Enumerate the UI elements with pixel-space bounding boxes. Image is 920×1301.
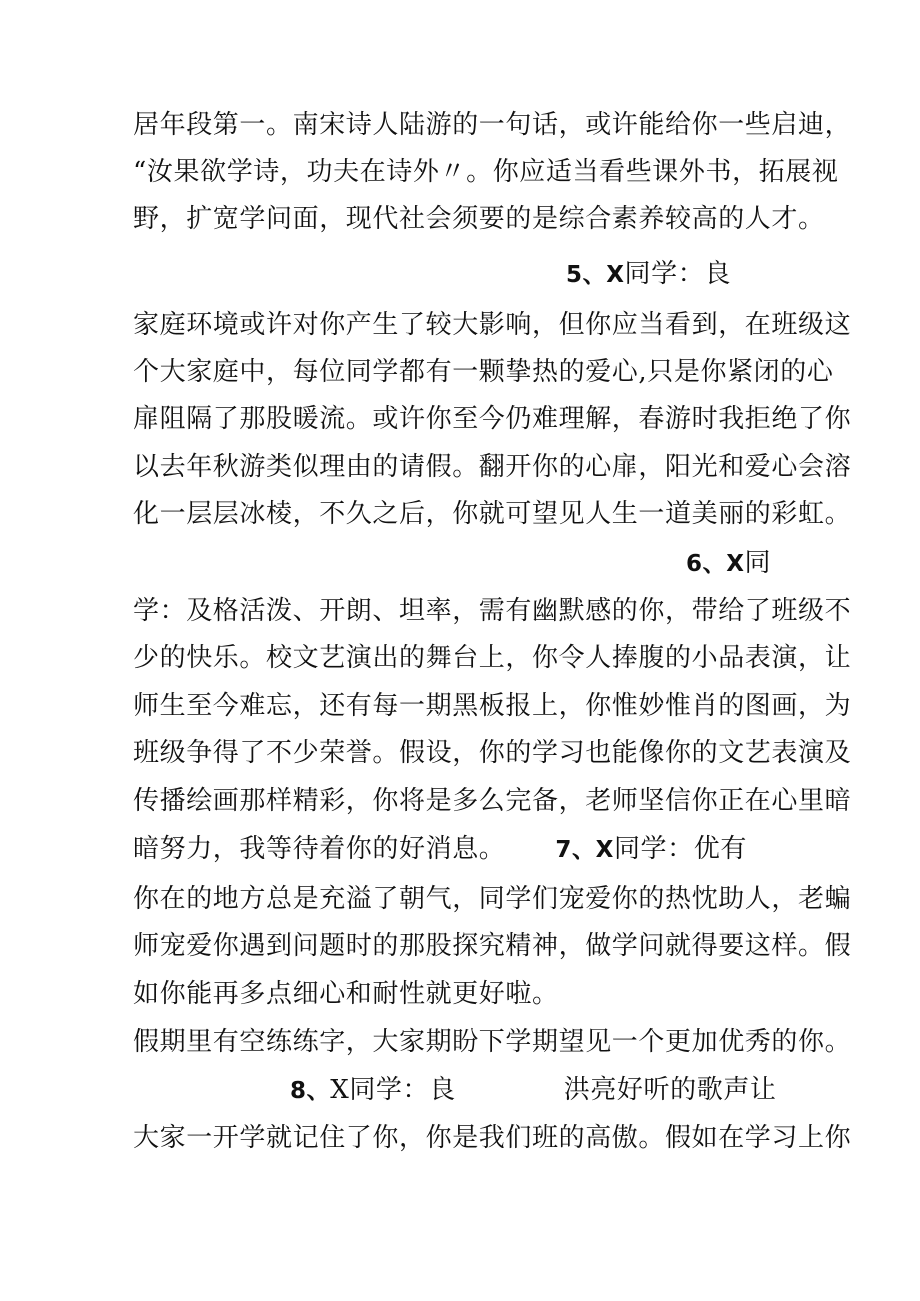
heading-5 [566,257,731,292]
text-line: 如你能再多点细心和耐性就更好啦。 [133,979,559,1009]
text-line: 以去年秋游类似理由的请假。翻开你的心扉，阳光和爱心会溶 [133,452,852,482]
heading-number: 8、 [290,1078,331,1104]
text-line: 野，扩宽学问面，现代社会须要的是综合素养较高的人才。 [133,204,825,234]
heading-text: X同学：良 [330,1075,456,1105]
text-line: “汝果欲学诗，功夫在诗外〃。你应适当看些课外书，拓展视 [133,157,839,187]
text-line: 大家一开学就记住了你，你是我们班的高傲。假如在学习上你 [133,1123,852,1153]
text-line: 少的快乐。校文艺演出的舞台上，你令人捧腹的小品表演，让 [133,643,852,673]
text-line: 化一层层冰棱，不久之后，你就可望见人生一道美丽的彩虹。 [133,499,852,529]
heading-number: 5、X [566,262,625,288]
text-segment: 暗努力，我等待着你的好消息。 [133,834,506,864]
text-line: 班级争得了不少荣誉。假设，你的学习也能像你的文艺表演及 [133,738,852,768]
text-segment: 洪亮好听的歌声让 [563,1075,777,1105]
heading-text: 同 [744,548,772,578]
heading-number: 6、X [686,551,745,577]
heading-number: 7、X [555,837,614,863]
heading-text: 同学：优有 [613,834,747,864]
text-line: 扉阻隔了那股暖流。或许你至今仍难理解，春游时我拒绝了你 [133,404,852,434]
text-line-with-heading [133,832,747,867]
text-line: 居年段第一。南宋诗人陆游的一句话，或许能给你一些启迪， [133,110,852,140]
text-line: 师生至今难忘，还有每一期黑板报上，你惟妙惟肖的图画，为 [133,691,852,721]
heading-text: 同学：良 [624,259,731,289]
heading-8-line [290,1073,777,1108]
text-line: 家庭环境或许对你产生了较大影响，但你应当看到，在班级这 [133,310,852,340]
text-line: 你在的地方总是充溢了朝气，同学们宠爱你的热忱助人，老蝙 [133,884,852,914]
text-line: 学：及格活泼、开朗、坦率，需有幽默感的你，带给了班级不 [133,596,852,626]
text-line: 师宠爱你遇到问题时的那股探究精神，做学问就得要这样。假 [133,931,852,961]
heading-6 [686,546,771,581]
text-line: 传播绘画那样精彩，你将是多么完备，老师坚信你正在心里暗 [133,786,852,816]
text-line: 假期里有空练练字，大家期盼下学期望见一个更加优秀的你。 [133,1027,852,1057]
text-line: 个大家庭中，每位同学都有一颗挚热的爱心,只是你紧闭的心 [133,357,834,387]
